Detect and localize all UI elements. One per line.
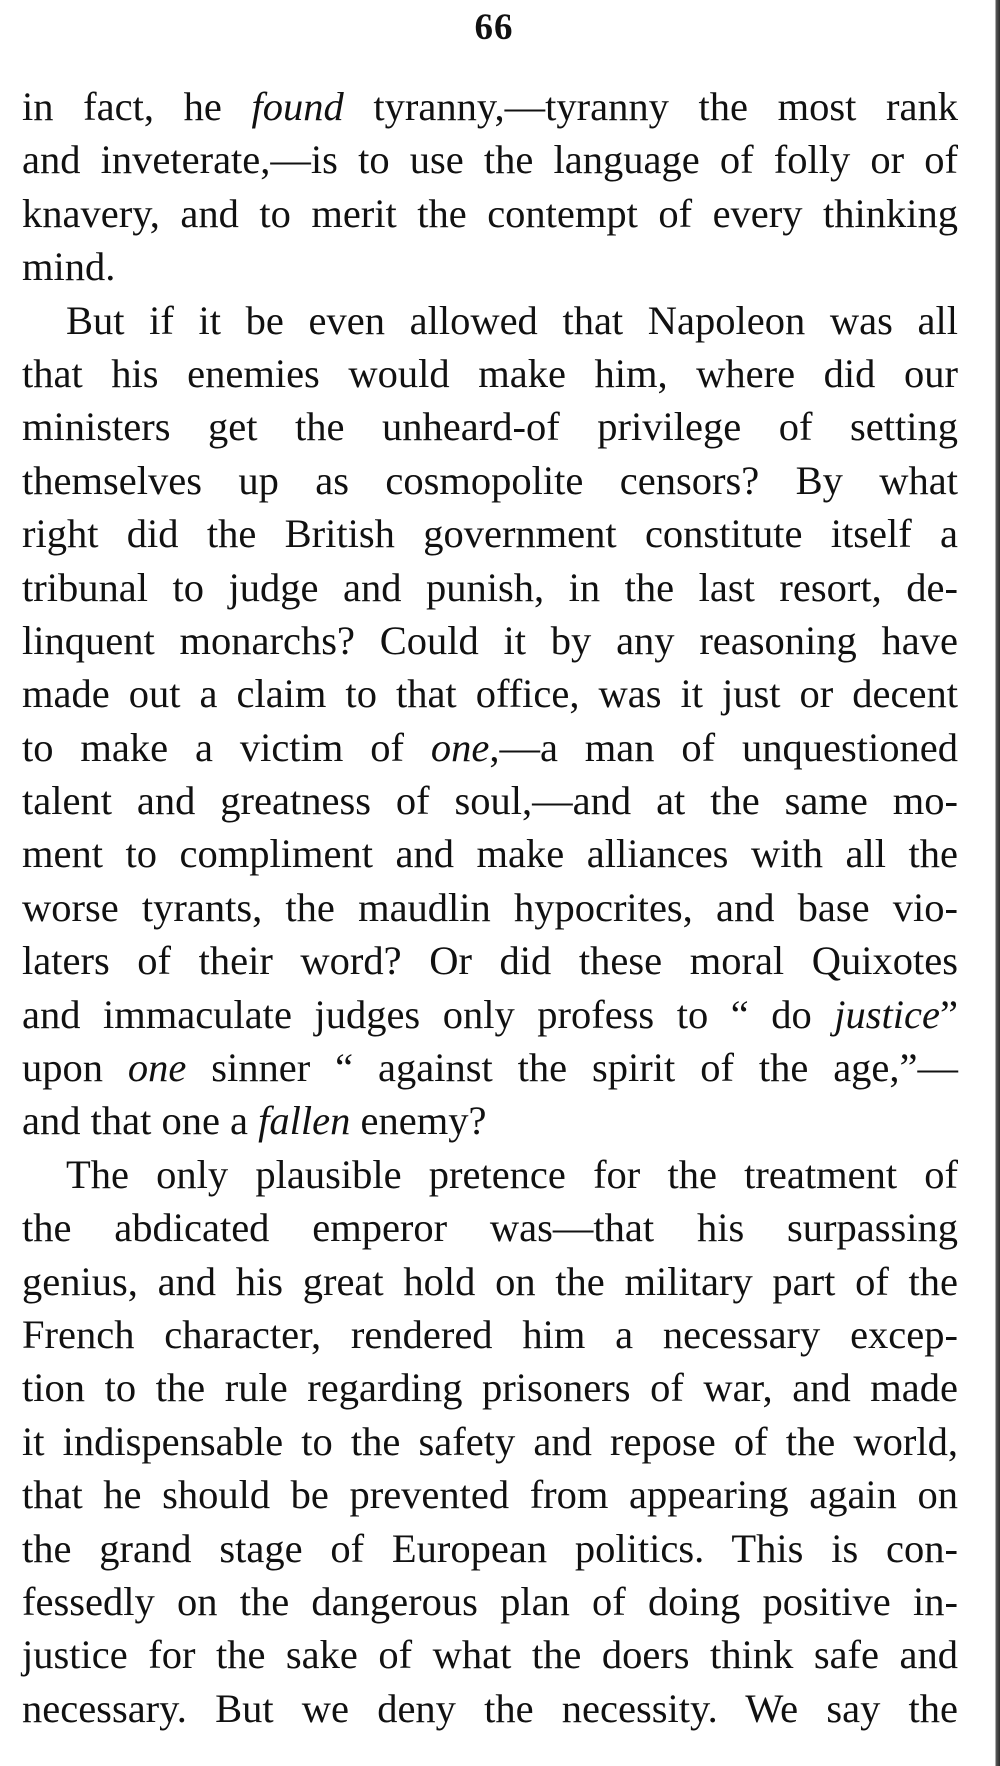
text-line: [22, 1308, 958, 1361]
text-segment: and that one a: [22, 1098, 259, 1144]
text-line: [22, 667, 958, 720]
text-segment: ”: [940, 991, 958, 1037]
text-line: [22, 187, 958, 240]
text-line: [22, 1255, 958, 1308]
text-segment: to make a victim of: [22, 724, 431, 770]
text-segment: that he should be prevented from appearing again on: [22, 1472, 958, 1518]
text-line: [22, 614, 958, 667]
text-line: [22, 1094, 958, 1147]
text-line: [22, 1575, 958, 1628]
text-segment: and inveterate,—is to use the language of folly or of: [22, 137, 958, 183]
text-line: [22, 240, 958, 293]
text-segment: genius, and his great hold on the military part of the: [22, 1258, 958, 1304]
text-segment: made out a claim to that office, was it just or decent: [22, 671, 958, 717]
text-segment: necessary. But we deny the necessity. We say the: [22, 1685, 958, 1731]
text-segment: tyranny,—tyranny the most rank: [343, 84, 958, 129]
text-line: [22, 294, 958, 347]
italic-text: one: [127, 1045, 187, 1091]
text-segment: that his enemies would make him, where did our: [22, 350, 958, 396]
text-segment: enemy?: [350, 1098, 487, 1144]
italic-text: fallen: [258, 1098, 351, 1144]
text-segment: ment to compliment and make alliances with all the: [22, 831, 958, 877]
text-segment: talent and greatness of soul,—and at the same mo-: [22, 778, 958, 824]
text-segment: themselves up as cosmopolite censors? By what: [22, 457, 958, 503]
text-line: [22, 1468, 958, 1521]
text-line: [22, 1628, 958, 1681]
text-line: [22, 881, 958, 934]
text-line: [22, 1361, 958, 1414]
text-segment: the grand stage of European politics. This is con-: [22, 1525, 958, 1571]
text-line: [22, 80, 958, 133]
text-line: [22, 1201, 958, 1254]
text-line: [22, 400, 958, 453]
text-line: [22, 1415, 958, 1468]
text-segment: and immaculate judges only profess to “ do: [22, 991, 835, 1037]
text-line: [22, 561, 958, 614]
italic-text: justice: [834, 991, 941, 1037]
text-segment: the abdicated emperor was—that his surpassing: [22, 1205, 958, 1251]
text-segment: upon: [22, 1045, 128, 1091]
text-segment: tribunal to judge and punish, in the last resort, de-: [22, 564, 958, 610]
text-line: [22, 988, 958, 1041]
page-number: 66: [474, 7, 514, 48]
text-segment: But if it be even allowed that Napoleon was all: [66, 297, 958, 343]
text-segment: laters of their word? Or did these moral Quixotes: [22, 938, 958, 984]
text-line: [22, 347, 958, 400]
text-segment: mind.: [22, 244, 116, 290]
text-segment: worse tyrants, the maudlin hypocrites, and base vio-: [22, 884, 958, 930]
text-line: [22, 1522, 958, 1575]
text-segment: it indispensable to the safety and repose of the world,: [22, 1418, 958, 1464]
page-edge-shadow: [995, 0, 1000, 1766]
text-line: [22, 507, 958, 560]
text-line: [22, 774, 958, 827]
text-segment: fessedly on the dangerous plan of doing positive in-: [22, 1578, 958, 1624]
body-text: [22, 80, 958, 1735]
text-segment: knavery, and to merit the contempt of every thinking: [22, 190, 958, 236]
text-line: [22, 1682, 958, 1735]
text-line: [22, 1041, 958, 1094]
text-segment: French character, rendered him a necessary excep-: [22, 1311, 958, 1357]
italic-text: found: [251, 84, 344, 129]
text-segment: ministers get the unheard-of privilege of setting: [22, 404, 958, 450]
text-line: [22, 934, 958, 987]
text-line: [22, 721, 958, 774]
text-segment: sinner “ against the spirit of the age,”—: [186, 1045, 959, 1091]
italic-text: one: [430, 724, 490, 770]
text-segment: The only plausible pretence for the treatment of: [66, 1151, 958, 1197]
text-line: [22, 1148, 958, 1201]
text-segment: right did the British government constitute itself a: [22, 511, 958, 557]
text-line: [22, 133, 958, 186]
text-line: [22, 827, 958, 880]
text-segment: tion to the rule regarding prisoners of war, and made: [22, 1365, 958, 1411]
text-segment: ,—a man of unquestioned: [489, 724, 958, 770]
text-line: [22, 454, 958, 507]
text-segment: justice for the sake of what the doers think safe and: [22, 1632, 958, 1678]
text-segment: linquent monarchs? Could it by any reasoning have: [22, 617, 958, 663]
text-segment: in fact, he: [22, 84, 252, 129]
